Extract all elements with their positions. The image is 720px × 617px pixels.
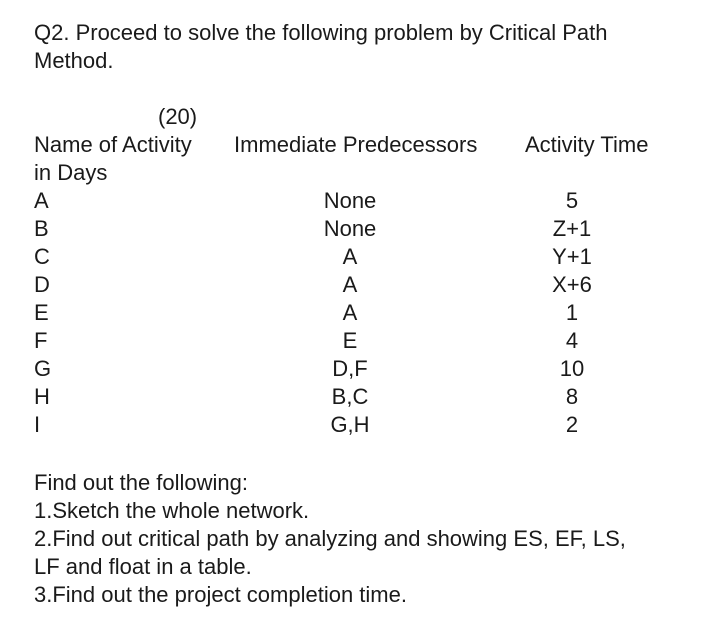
table-cell-activity: E bbox=[34, 300, 49, 325]
header-predecessors: Immediate Predecessors bbox=[234, 132, 478, 157]
question-title-line2: Method. bbox=[34, 48, 114, 73]
table-cell-time: 8 bbox=[565, 384, 579, 409]
table-cell-time: 1 bbox=[565, 300, 579, 325]
table-cell-time: Z+1 bbox=[552, 216, 592, 241]
table-cell-predecessors: A bbox=[342, 244, 358, 269]
table-cell-predecessors: None bbox=[323, 216, 377, 241]
table-cell-activity: I bbox=[34, 412, 41, 437]
table-cell-activity: G bbox=[34, 356, 52, 381]
task-item: 2.Find out critical path by analyzing and showing ES, EF, LS, bbox=[34, 526, 626, 551]
table-cell-time: X+6 bbox=[552, 272, 592, 297]
table-cell-predecessors: A bbox=[342, 272, 358, 297]
table-cell-activity: H bbox=[34, 384, 50, 409]
table-cell-time: 5 bbox=[565, 188, 579, 213]
table-cell-time: 2 bbox=[565, 412, 579, 437]
table-cell-activity: D bbox=[34, 272, 50, 297]
task-item: LF and float in a table. bbox=[34, 554, 252, 579]
header-time: Activity Time bbox=[525, 132, 649, 157]
table-cell-activity: C bbox=[34, 244, 50, 269]
table-cell-predecessors: A bbox=[342, 300, 358, 325]
question-marks: (20) bbox=[158, 104, 198, 129]
header-activity: Name of Activity bbox=[34, 132, 192, 157]
table-cell-activity: B bbox=[34, 216, 49, 241]
table-cell-predecessors: E bbox=[342, 328, 358, 353]
task-item: 3.Find out the project completion time. bbox=[34, 582, 407, 607]
question-title-line1: Q2. Proceed to solve the following problem by Critical Path bbox=[34, 20, 608, 45]
table-cell-predecessors: B,C bbox=[331, 384, 369, 409]
table-cell-activity: F bbox=[34, 328, 48, 353]
table-cell-activity: A bbox=[34, 188, 49, 213]
table-cell-time: Y+1 bbox=[552, 244, 592, 269]
header-time-unit: in Days bbox=[34, 160, 108, 185]
table-cell-predecessors: None bbox=[323, 188, 377, 213]
table-cell-time: 10 bbox=[559, 356, 585, 381]
table-cell-predecessors: G,H bbox=[330, 412, 370, 437]
table-cell-time: 4 bbox=[565, 328, 579, 353]
tasks-intro: Find out the following: bbox=[34, 470, 249, 495]
task-item: 1.Sketch the whole network. bbox=[34, 498, 310, 523]
table-cell-predecessors: D,F bbox=[332, 356, 368, 381]
